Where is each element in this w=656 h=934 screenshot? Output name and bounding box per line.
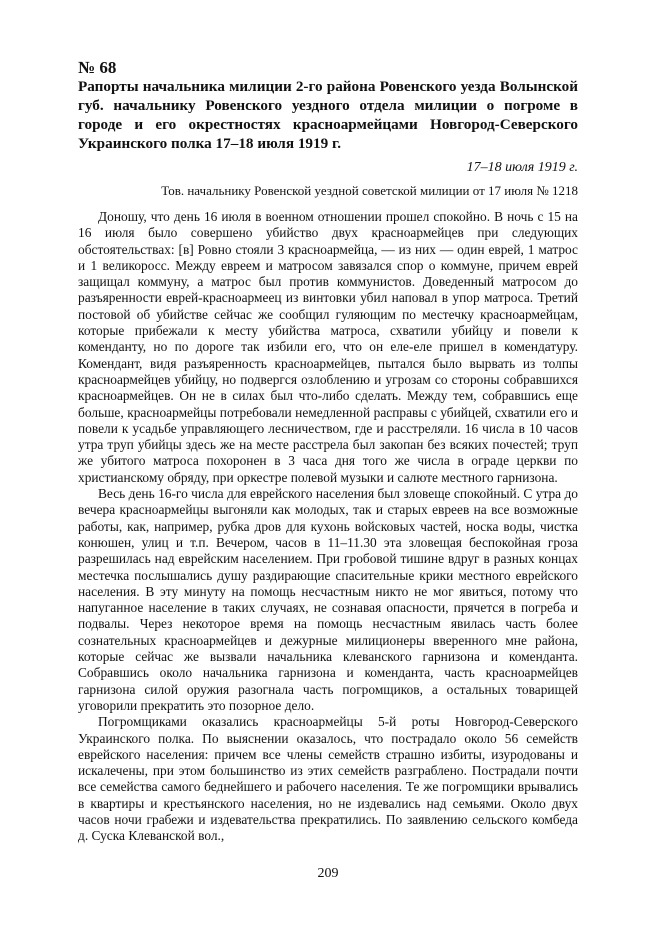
document-body: [78, 209, 578, 845]
document-date: 17–18 июля 1919 г.: [466, 160, 578, 175]
document-title: Рапорты начальника милиции 2-го района Ровенского уезда Волынской губ. начальнику Ровенского уездного отдела милиции о погроме в городе и его окрестностях красноармейцами Новгород-Северского Украинского полка 17–18 июля 1919 г.: [78, 78, 578, 152]
page-number: 209: [317, 866, 339, 881]
document-addressee: Тов. начальнику Ровенской уездной советской милиции от 17 июля № 1218: [161, 183, 578, 198]
document-number: № 68: [78, 58, 117, 77]
paragraph-2: Весь день 16-го числа для еврейского населения был зловеще спокойный. С утра до вечера красноармейцы выгоняли как молодых, так и старых евреев на все возможные работы, как, например, рубка дров для кухонь войсковых частей, носка воды, чистка конюшен, улиц и т.п. Вечером, часов в 11–11.30 эта зловещая беспокойная гроза разрешилась над еврейским населением. При гробовой тишине вдруг в разных концах местечка послышались душу раздирающие спасительные крики местного еврейского населения. В эту минуту на помощь несчастным никто не мог явиться, потому что напуганное население в таких случаях, не сознавая опасности, прячется в погреба и подвалы. Через некоторое время на помощь несчастным явилась часть более сознательных красноармейцев и дежурные милиционеры вверенного мне района, которые сейчас же вызвали начальника клеванского гарнизона и коменданта. Собравшись около начальника гарнизона и коменданта, часть красноармейцев гарнизона силой оружия разогнала часть погромщиков, а остальных товарищей уговорили прекратить это позорное дело.: [78, 486, 578, 713]
document-page: [78, 58, 578, 845]
paragraph-1: Доношу, что день 16 июля в военном отношении прошел спокойно. В ночь с 15 на 16 июля было совершено убийство двух красноармейцев при следующих обстоятельствах: [в] Ровно стояли 3 красноармейца, — из них — один еврей, 1 матрос и 1 великоросс. Между евреем и матросом завязался спор о коммуне, причем еврей защищал коммуну, а матрос был против коммунистов. Доведенный матросом до разъяренности еврей-красноармеец из винтовки убил наповал в упор матроса. Третий постовой об убийстве сейчас же сообщил гуляющим по местечку красноармейцам, которые прибежали к месту убийства матроса, схватили убийцу и повели к коменданту, но по дороге так избили его, что он еле-еле пришел в комендатуру. Комендант, видя разъяренность красноармейцев, пытался было вырвать из толпы красноармейцев убийцу, но подвергся озлоблению и угрозам со стороны собравшихся красноармейцев. Он не в силах был что-либо сделать. Между тем, собравшись еще больше, красноармейцы потребовали немедленной расправы с убийцей, схватили его и повели к усадьбе управляющего лесничеством, где и расстреляли. 16 числа в 10 часов утра труп убийцы здесь же на месте расстрела был закопан без всяких почестей; труп же убитого матроса похоронен в 3 часа дня того же числа в ограде церкви по христианскому обряду, при оркестре полевой музыки и салюте местного гарнизона.: [78, 209, 578, 485]
paragraph-3: Погромщиками оказались красноармейцы 5-й роты Новгород-Северского Украинского полка. По выяснении оказалось, что пострадало около 56 семейств еврейского населения: причем все члены семейств страшно избиты, изуродованы и искалечены, при этом большинство из этих семейств разграблено. Пострадали почти все семейства самого беднейшего и рабочего населения. Те же погромщики врывались в квартиры и крестьянского населения, но не издевались над семьями. Около двух часов ночи грабежи и издевательства прекратились. По заявлению сельского комбеда д. Суска Клеванской вол.,: [78, 714, 578, 844]
